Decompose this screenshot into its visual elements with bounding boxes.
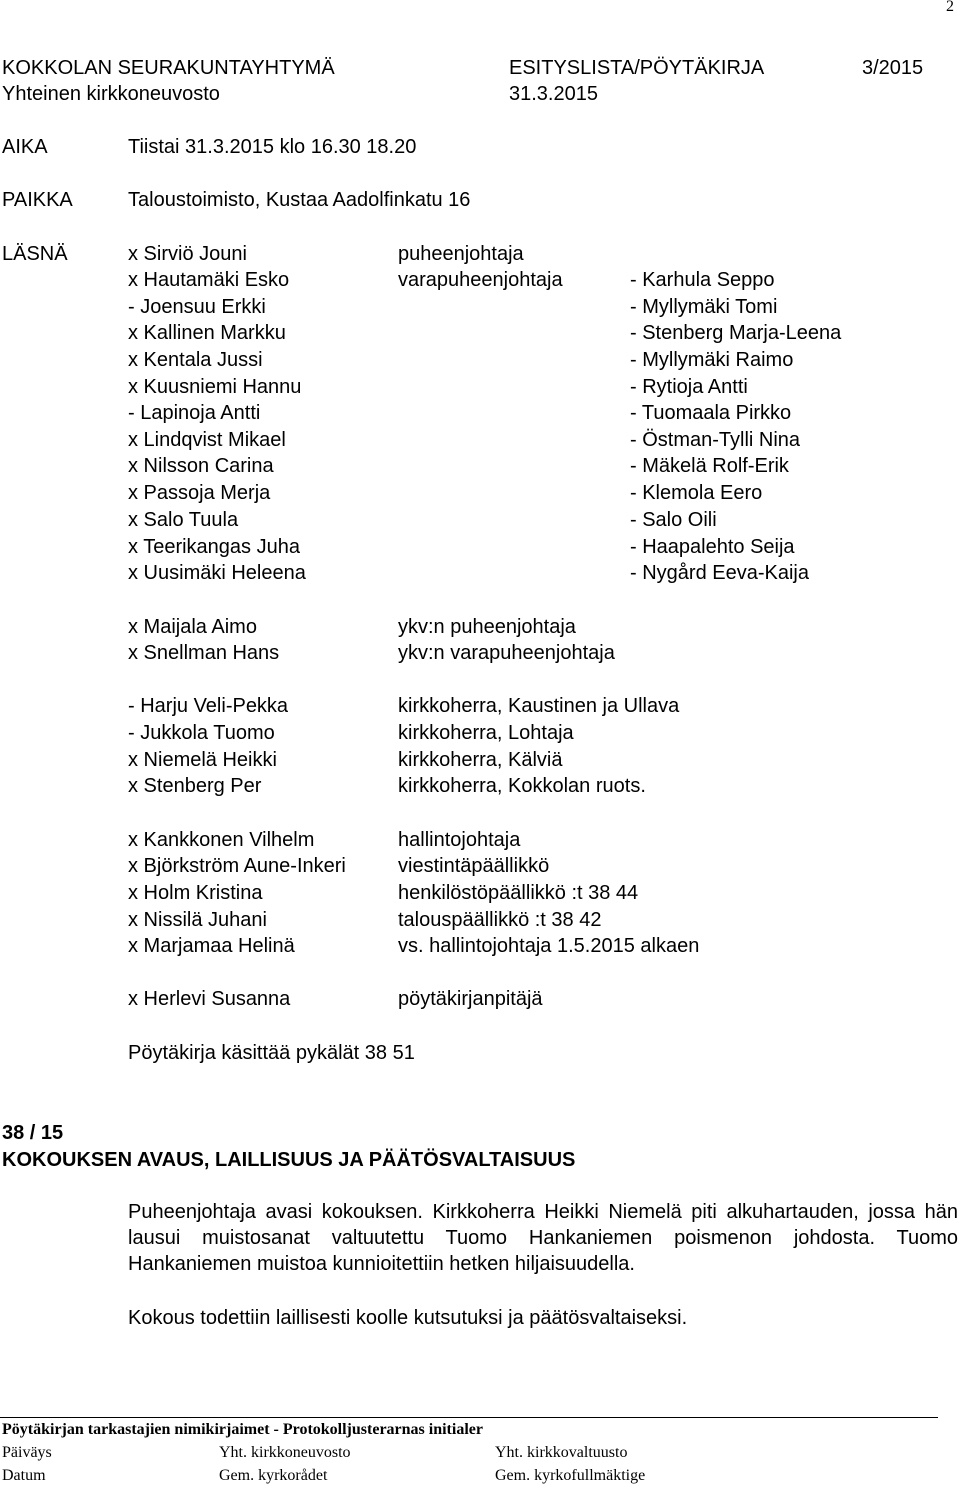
clergy-role: kirkkoherra, Kaustinen ja Ullava: [398, 695, 680, 717]
sections-note: Pöytäkirja käsittää pykälät 38 51: [128, 1042, 415, 1064]
footer-rule: [0, 1417, 938, 1418]
aika-value: Tiistai 31.3.2015 klo 16.30 18.20: [128, 136, 417, 158]
clergy-role: kirkkoherra, Lohtaja: [398, 722, 574, 744]
official-role: hallintojohtaja: [398, 829, 521, 851]
member-role: varapuheenjohtaja: [398, 269, 563, 291]
ykv-role: ykv:n varapuheenjohtaja: [398, 642, 615, 664]
secretary-name: x Herlevi Susanna: [128, 988, 291, 1010]
header-doc-type: ESITYSLISTA/PÖYTÄKIRJA: [509, 57, 765, 79]
member-name: x Sirviö Jouni: [128, 243, 247, 265]
official-role: viestintäpäällikkö: [398, 855, 550, 877]
lasna-label: LÄSNÄ: [2, 243, 68, 265]
member-name: x Hautamäki Esko: [128, 269, 290, 291]
member-role: puheenjohtaja: [398, 243, 524, 265]
member-name: x Kuusniemi Hannu: [128, 376, 302, 398]
header-organization: KOKKOLAN SEURAKUNTAYHTYMÄ: [2, 57, 335, 79]
ykv-role: ykv:n puheenjohtaja: [398, 616, 576, 638]
official-role: talouspäällikkö :t 38 42: [398, 909, 602, 931]
member-name: x Kentala Jussi: [128, 349, 263, 371]
member-deputy: - Haapalehto Seija: [630, 536, 795, 558]
clergy-name: x Niemelä Heikki: [128, 749, 277, 771]
footer-paivays: Päiväys: [2, 1444, 52, 1461]
section-title: KOKOUKSEN AVAUS, LAILLISUUS JA PÄÄTÖSVALTAISUUS: [2, 1149, 576, 1171]
official-name: x Kankkonen Vilhelm: [128, 829, 315, 851]
member-deputy: - Karhula Seppo: [630, 269, 775, 291]
clergy-role: kirkkoherra, Kälviä: [398, 749, 563, 771]
member-deputy: - Myllymäki Raimo: [630, 349, 794, 371]
secretary-role: pöytäkirjanpitäjä: [398, 988, 543, 1010]
paikka-value: Taloustoimisto, Kustaa Aadolfinkatu 16: [128, 189, 471, 211]
clergy-name: x Stenberg Per: [128, 775, 262, 797]
official-role: vs. hallintojohtaja 1.5.2015 alkaen: [398, 935, 700, 957]
ykv-name: x Snellman Hans: [128, 642, 280, 664]
header-number: 3/2015: [862, 57, 924, 79]
member-deputy: - Nygård Eeva-Kaija: [630, 562, 809, 584]
member-name: x Teerikangas Juha: [128, 536, 300, 558]
header-body: Yhteinen kirkkoneuvosto: [2, 83, 220, 105]
footer-yht-kirkkovaltuusto: Yht. kirkkovaltuusto: [495, 1444, 628, 1461]
member-deputy: - Klemola Eero: [630, 482, 763, 504]
official-name: x Björkström Aune-Inkeri: [128, 855, 346, 877]
ykv-name: x Maijala Aimo: [128, 616, 257, 638]
member-deputy: - Myllymäki Tomi: [630, 296, 778, 318]
member-name: x Kallinen Markku: [128, 322, 286, 344]
section-paragraph-2: Kokous todettiin laillisesti koolle kutsutuksi ja päätösvaltaiseksi.: [128, 1307, 688, 1329]
section-paragraph-1: Puheenjohtaja avasi kokouksen. Kirkkoherra Heikki Niemelä piti alkuhartauden, jossa hän lausui muistosanat valtuutettu Tuomo Hankaniemen poismenon johdosta. Tuomo Hankaniemen muistoa kunnioitettiin hetken hiljaisuudella.: [128, 1201, 958, 1275]
official-role: henkilöstöpäällikkö :t 38 44: [398, 882, 639, 904]
clergy-name: - Harju Veli-Pekka: [128, 695, 289, 717]
member-name: - Joensuu Erkki: [128, 296, 266, 318]
member-deputy: - Stenberg Marja-Leena: [630, 322, 842, 344]
member-name: - Lapinoja Antti: [128, 402, 261, 424]
member-deputy: - Salo Oili: [630, 509, 717, 531]
paikka-label: PAIKKA: [2, 189, 73, 211]
footer-gem-kyrkoradet: Gem. kyrkorådet: [219, 1467, 328, 1484]
footer-gem-kyrkofullmaktige: Gem. kyrkofullmäktige: [495, 1467, 646, 1484]
official-name: x Holm Kristina: [128, 882, 263, 904]
member-name: x Lindqvist Mikael: [128, 429, 286, 451]
footer-yht-kirkkoneuvosto: Yht. kirkkoneuvosto: [219, 1444, 351, 1461]
official-name: x Marjamaa Helinä: [128, 935, 295, 957]
member-deputy: - Tuomaala Pirkko: [630, 402, 792, 424]
clergy-name: - Jukkola Tuomo: [128, 722, 275, 744]
member-name: x Uusimäki Heleena: [128, 562, 306, 584]
page-number: 2: [946, 0, 954, 15]
member-deputy: - Östman-Tylli Nina: [630, 429, 801, 451]
section-number: 38 / 15: [2, 1122, 64, 1144]
member-name: x Salo Tuula: [128, 509, 239, 531]
footer-title: Pöytäkirjan tarkastajien nimikirjaimet - Protokolljusterarnas initialer: [2, 1421, 483, 1438]
header-date: 31.3.2015: [509, 83, 598, 105]
member-deputy: - Rytioja Antti: [630, 376, 748, 398]
member-name: x Nilsson Carina: [128, 455, 274, 477]
official-name: x Nissilä Juhani: [128, 909, 267, 931]
member-name: x Passoja Merja: [128, 482, 271, 504]
clergy-role: kirkkoherra, Kokkolan ruots.: [398, 775, 646, 797]
member-deputy: - Mäkelä Rolf-Erik: [630, 455, 789, 477]
footer-datum: Datum: [2, 1467, 46, 1484]
aika-label: AIKA: [2, 136, 48, 158]
